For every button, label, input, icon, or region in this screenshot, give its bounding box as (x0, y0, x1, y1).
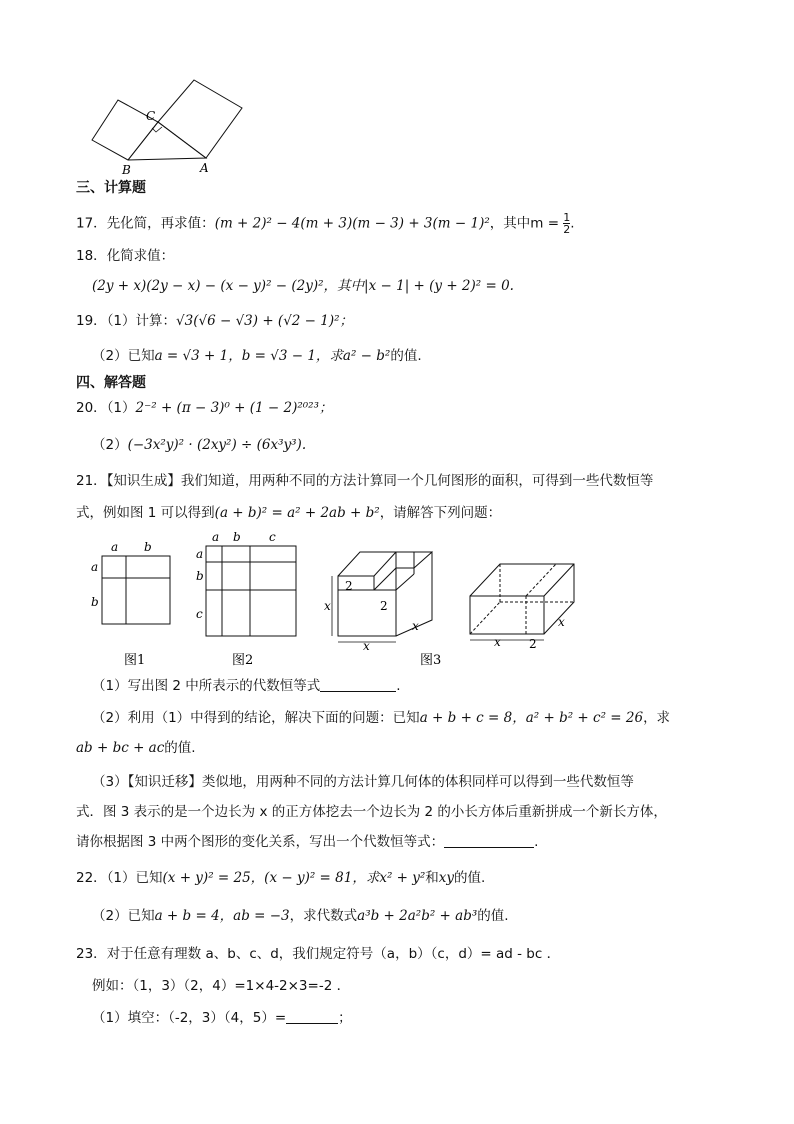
svg-text:x: x (363, 639, 370, 653)
q22-part2: （2）已知a + b = 4，ab = −3，求代数式a³b + 2a²b² + ab³的值. (92, 908, 509, 924)
q20-part2: （2）(−3x²y)² · (2xy²) ÷ (6x³y³). (92, 437, 307, 453)
q21-part2-target: ab + bc + ac (76, 740, 165, 756)
q21-part1-answer-blank[interactable] (320, 677, 396, 692)
q18-expression: (2y + x)(2y − x) − (x − y)² − (2y)² (92, 278, 324, 294)
q18-number: 18． (76, 248, 107, 264)
label-b: B (122, 163, 131, 177)
svg-text:b: b (196, 569, 204, 583)
svg-text:2: 2 (380, 599, 388, 613)
q21-part3-line3: 请你根据图 3 中两个图形的变化关系，写出一个代数恒等式： . (76, 834, 539, 850)
q23-example: 例如：（1，3）（2，4）=1×4-2×3=-2 ． (92, 978, 351, 994)
q19-number: 19． (76, 313, 107, 329)
label-c: C (146, 109, 156, 123)
q23-part1: （1）填空：（-2，3）（4，5）= ； (92, 1010, 352, 1026)
q20-part1: 20．（1）2⁻² + (π − 3)⁰ + (1 − 2)²⁰²³； (76, 400, 333, 416)
q21-part2-line2: ab + bc + ac的值. (76, 740, 196, 756)
figure-2 (192, 530, 302, 670)
q19-part2: （2）已知a = √3 + 1，b = √3 − 1，求a² − b²的值. (92, 348, 422, 364)
q17-condition: ，其中m = (489, 215, 564, 232)
q22-number: 22． (76, 870, 107, 886)
q18-title (76, 246, 754, 266)
svg-text:x: x (558, 615, 565, 629)
figure-2-caption: 图2 (232, 653, 254, 668)
q18-expression-line (92, 276, 754, 296)
q21-number: 21． (76, 473, 107, 489)
q23-line1: 23．对于任意有理数 a、b、c、d，我们规定符号（a，b）（c，d）= ad - bc ． (76, 946, 561, 962)
q17-fraction: $\frac{1}{2}$ (563, 211, 571, 236)
q22-part2-expression: a + b = 4，ab = −3 (154, 908, 290, 924)
q19-part1: 19．（1）计算：√3(√6 − √3) + (√2 − 1)²； (76, 313, 354, 329)
svg-text:a: a (91, 560, 99, 574)
svg-text:2: 2 (529, 637, 537, 651)
q20-part1-expression: 2⁻² + (π − 3)⁰ + (1 − 2)²⁰²³； (135, 400, 333, 416)
svg-text:b: b (233, 530, 241, 544)
svg-text:a: a (212, 530, 220, 544)
q21-part3-line2: 式．图 3 表示的是一个边长为 x 的正方体挖去一个边长为 2 的小长方体后重新拼成一个新长方体， (76, 804, 667, 820)
q17-text: 先化简，再求值： (106, 215, 215, 232)
q19-part2-expression: a = √3 + 1，b = √3 − 1，求a² − b² (154, 348, 391, 364)
top-geometry-figure (88, 78, 248, 178)
q21-line2: 式，例如图 1 可以得到(a + b)² = a² + 2ab + b²，请解答下列问题： (76, 505, 502, 521)
svg-text:c: c (269, 530, 276, 544)
svg-text:x: x (494, 635, 501, 649)
svg-text:b: b (144, 540, 152, 554)
figure-3 (318, 540, 578, 670)
figure-3-caption: 图3 (420, 653, 442, 668)
svg-text:x: x (324, 599, 331, 613)
q17-expression: (m + 2)² − 4(m + 3)(m − 3) + 3(m − 1)² (214, 215, 490, 232)
q23-number: 23． (76, 946, 107, 962)
q21-part3-line1: （3）【知识迁移】类似地，用两种不同的方法计算几何体的体积同样可以得到一些代数恒等 (92, 774, 634, 790)
question-17: 17．先化简，再求值：(m + 2)² − 4(m + 3)(m − 3) + 3(m − 1)²，其中m = $\frac{1}{2}$ . (76, 211, 575, 236)
q22-part1: 22．（1）已知(x + y)² = 25，(x − y)² = 81，求x² + y²和xy的值. (76, 870, 486, 886)
q21-part2-expression: a + b + c = 8，a² + b² + c² = 26 (419, 710, 644, 726)
q23-part1-answer-blank[interactable] (286, 1009, 338, 1024)
q22-part1-expression: (x + y)² = 25，(x − y)² = 81，求x² + y² (162, 870, 426, 886)
q20-number: 20． (76, 400, 107, 416)
q21-line1: 21．【知识生成】我们知道，用两种不同的方法计算同一个几何图形的面积，可得到一些代数恒等 (76, 473, 654, 489)
q19-part1-expression: √3(√6 − √3) + (√2 − 1)²； (176, 313, 354, 329)
q18-text: 化简求值： (106, 248, 175, 264)
figure-1 (86, 538, 176, 670)
figure-1-caption: 图1 (124, 653, 146, 668)
q21-part3-answer-blank[interactable] (444, 833, 534, 848)
svg-text:x: x (412, 619, 419, 633)
svg-text:c: c (196, 607, 203, 621)
section-three-title: 三、计算题 (76, 180, 146, 196)
q17-number: 17． (76, 215, 107, 232)
q20-part2-expression: (−3x²y)² · (2xy²) ÷ (6x³y³). (127, 437, 307, 453)
svg-text:a: a (111, 540, 119, 554)
section-four-title: 四、解答题 (76, 375, 146, 391)
svg-text:a: a (196, 547, 204, 561)
svg-text:2: 2 (345, 579, 353, 593)
svg-text:b: b (91, 595, 99, 609)
q21-part2: （2）利用（1）中得到的结论，解决下面的问题：已知a + b + c = 8，a² + b² + c² = 26，求 (92, 710, 671, 726)
q21-identity: (a + b)² = a² + 2ab + b² (214, 505, 380, 521)
label-a: A (200, 161, 209, 175)
q18-condition: ，其中|x − 1| + (y + 2)² = 0. (323, 278, 514, 294)
q21-part1: （1）写出图 2 中所表示的代数恒等式 . (92, 678, 401, 694)
